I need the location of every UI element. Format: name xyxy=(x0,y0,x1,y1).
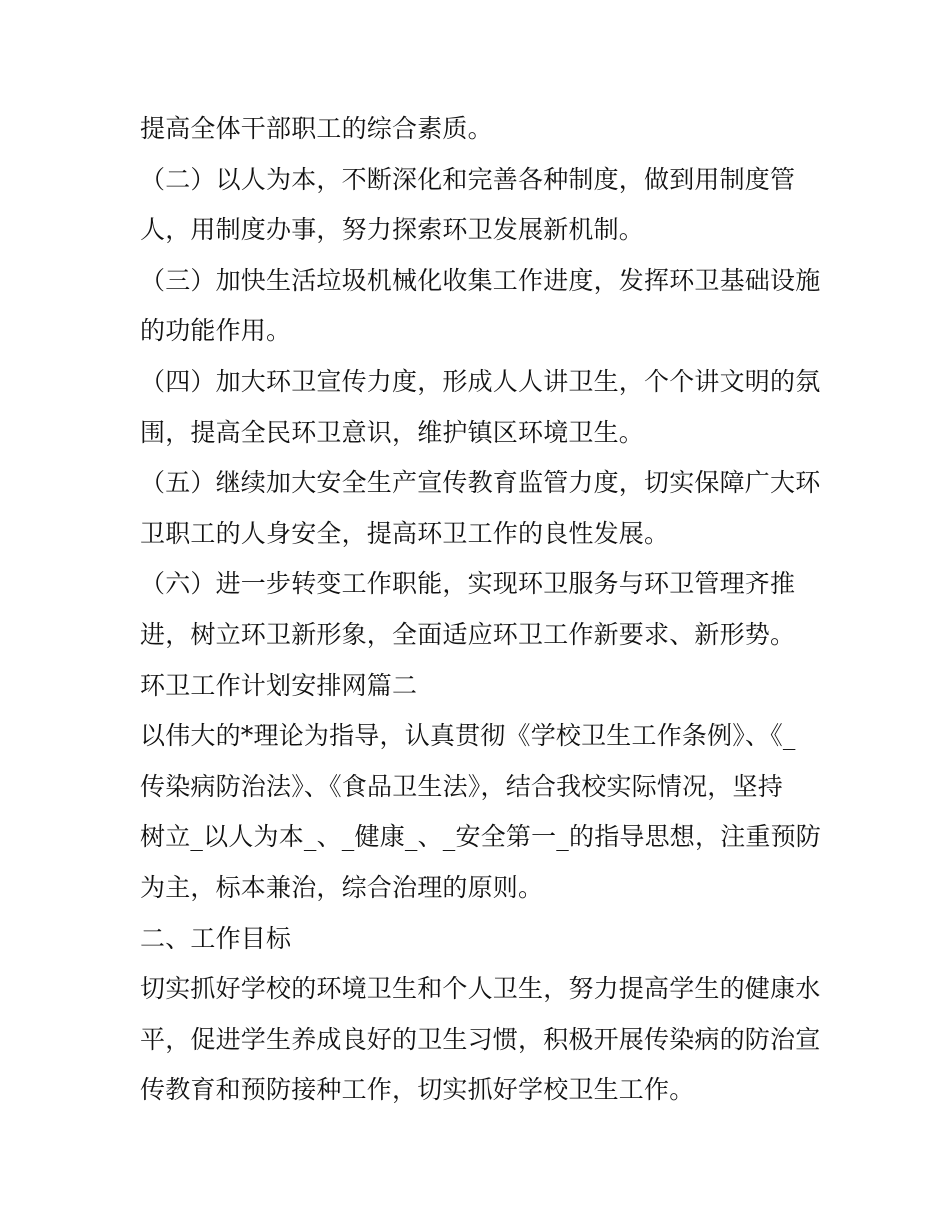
text-line: 人，用制度办事，努力探索环卫发展新机制。 xyxy=(140,215,645,245)
text-line: 传教育和预防接种工作，切实抓好学校卫生工作。 xyxy=(140,1075,695,1105)
text-line: 平，促进学生养成良好的卫生习惯，积极开展传染病的防治宣 xyxy=(140,1024,821,1054)
text-line: 以伟大的*理论为指导，认真贯彻《学校卫生工作条例》、《_ xyxy=(140,721,796,751)
text-line: 的功能作用。 xyxy=(140,316,292,346)
text-line: 传染病防治法》、《食品卫生法》，结合我校实际情况，坚持 xyxy=(140,771,783,801)
text-line: （五）继续加大安全生产宣传教育监管力度，切实保障广大环 xyxy=(140,468,821,498)
text-line: （二）以人为本，不断深化和完善各种制度，做到用制度管 xyxy=(140,164,796,194)
text-line: 围，提高全民环卫意识，维护镇区环境卫生。 xyxy=(140,417,645,447)
text-line: （六）进一步转变工作职能，实现环卫服务与环卫管理齐推 xyxy=(140,569,796,599)
text-line: （四）加大环卫宣传力度，形成人人讲卫生，个个讲文明的氛 xyxy=(140,366,821,396)
document-body xyxy=(140,104,820,1116)
text-line: 树立_以人为本_、_健康_、_安全第一_的指导思想，注重预防 xyxy=(140,822,822,852)
section-heading: 环卫工作计划安排网篇二 xyxy=(140,670,418,700)
text-line: （三）加快生活垃圾机械化收集工作进度，发挥环卫基础设施 xyxy=(140,265,821,295)
text-line: 提高全体干部职工的综合素质。 xyxy=(140,114,493,143)
text-line: 为主，标本兼治，综合治理的原则。 xyxy=(140,872,544,902)
text-line: 卫职工的人身安全，提高环卫工作的良性发展。 xyxy=(140,518,670,548)
section-heading: 二、工作目标 xyxy=(140,923,292,953)
text-line: 进，树立环卫新形象，全面适应环卫工作新要求、新形势。 xyxy=(140,619,796,649)
text-line: 切实抓好学校的环境卫生和个人卫生，努力提高学生的健康水 xyxy=(140,974,821,1004)
